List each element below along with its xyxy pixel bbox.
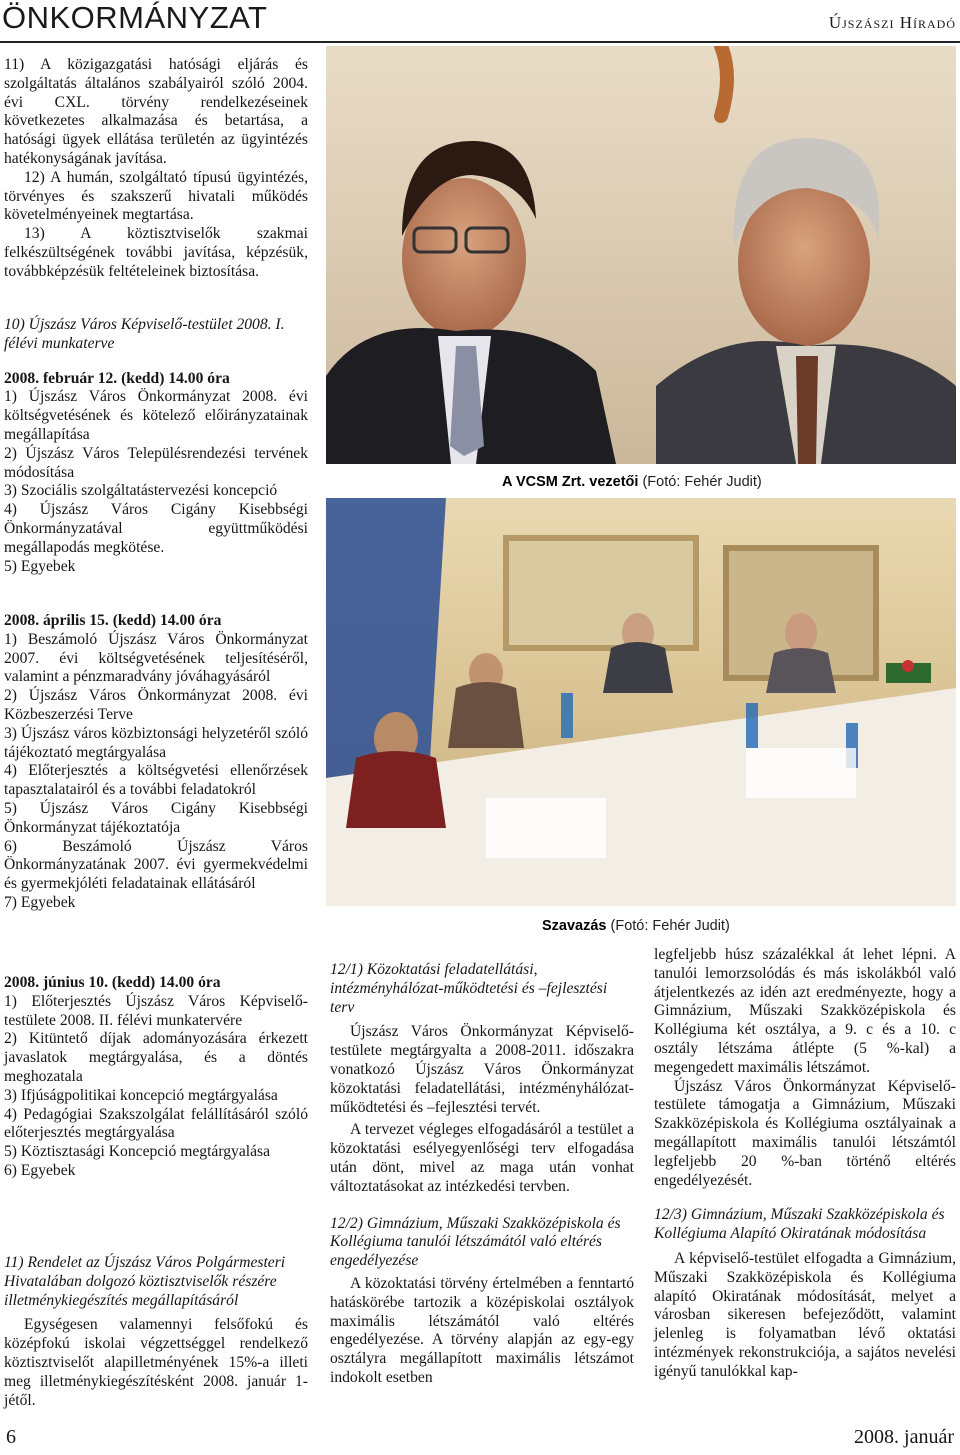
photo-1-caption: [502, 474, 762, 490]
work-plan-section: [4, 316, 308, 576]
meeting-3-item: 4) Pedagógiai Szakszolgálat felállításáról szóló előterjesztés megtárgyalása: [4, 1105, 308, 1142]
heading-12-2: 12/2) Gimnázium, Műszaki Szakközépiskola és Kollégiuma tanulói létszámától való eltérés engedélyezése: [330, 1214, 621, 1270]
photo-2-caption: [542, 918, 730, 934]
photo-2-caption-title: Szavazás: [542, 918, 607, 934]
newspaper-title: Újszászi Híradó: [828, 13, 956, 32]
meeting-2-item: 3) Újszász város közbiztonsági helyzetéről szóló tájékoztató megtárgyalása: [4, 724, 308, 761]
meeting-1-item: 4) Újszász Város Cigány Kisebbségi Önkormányzatával együttműködési megállapodás megkötése.: [4, 501, 308, 556]
col2-paragraph-3: A közoktatási törvény értelmében a fenntartó hatáskörébe tartozik a középiskolai osztályok maximális létszámától való eltérés engedélyezése. A törvény alapján az egy-egy osztályra megállapított maximális létszámot indokolt esetben: [330, 1274, 634, 1386]
heading-12-1: 12/1) Közoktatási feladatellátási, intézményhálózat-működtetési és –fejlesztési terv: [330, 961, 608, 1016]
meeting-2-item: 5) Újszász Város Cigány Kisebbségi Önkormányzat tájékoztatója: [4, 799, 308, 836]
meeting-1-item: 2) Újszász Város Településrendezési tervének módosítása: [4, 444, 308, 481]
column-3: [654, 946, 956, 1382]
photo-vcsm-leaders: [326, 46, 956, 464]
decree-section: [4, 1254, 308, 1410]
column-2: [330, 961, 634, 1388]
meeting-2-item: 6) Beszámoló Újszász Város Önkormányzatának 2007. évi gyermekvédelmi és gyermekjóléti feladatainak ellátásáról: [4, 837, 308, 893]
col3-paragraph-3: A képviselő-testület elfogadta a Gimnázium, Műszaki Szakközépiskola és Kollégiuma alapító Okiratának módosítását, melyet a városban sikeresen befejeződött, valamint jelenleg is folyamatban lévő oktatási intézmények rekonstrukciója, a sajátos nevelési igényű tanulókkal kap-: [654, 1249, 956, 1380]
paragraph-11: 11) A közigazgatási hatósági eljárás és szolgáltatás általános szabályairól szóló 2004. évi CXL. törvény rendelkezéseinek következetes alkalmazása és betartása, a hatósági ügyek ellátása területén az ügyintézés hatékonyságának javítása.: [4, 56, 308, 167]
meeting-2-item: 1) Beszámoló Újszász Város Önkormányzat 2007. évi költségvetésének teljesítéséről, valamint a pénzmaradvány jóváhagyásáról: [4, 630, 308, 686]
photo-2-caption-credit: (Fotó: Fehér Judit): [606, 918, 730, 934]
meeting-2: [4, 612, 308, 913]
decree-text: Egységesen valamennyi felsőfokú és középfokú iskolai végzettséggel rendelkező köztisztviselőt alapilletményének 15%-a illeti meg illetménykiegészítésként 2008. január 1-jétől.: [4, 1316, 308, 1409]
photo-voting: [326, 498, 956, 906]
meeting-3-item: 2) Kitüntető díjak adományozására érkezett javaslatok megtárgyalása, és a döntés meghozatala: [4, 1030, 308, 1085]
issue-date: 2008. január: [854, 1426, 954, 1448]
col2-paragraph-2: A tervezet végleges elfogadásáról a testület a közoktatási esélyegyenlőségi terv elfogadása után dönt, mivel az maga után vonhat változtatásokat az intézkedési tervben.: [330, 1121, 634, 1195]
meeting-1-item: 5) Egyebek: [4, 557, 76, 575]
col2-paragraph-1: Újszász Város Önkormányzat Képviselő-testülete megtárgyalta a 2008-2011. időszakra vonatkozó Újszász Város Önkormányzat közoktatási feladatellátási, intézményhálózat-működtetési és –fejlesztési tervét.: [330, 1023, 634, 1116]
photo-1-caption-credit: (Fotó: Fehér Judit): [638, 474, 762, 490]
column-1-top: [4, 56, 308, 282]
col3-paragraph-2: Újszász Város Önkormányzat Képviselő-testülete támogatja a Gimnázium, Műszaki Szakközépiskola és Kollégiuma osztályainak a megállapított maximális tanulói létszámtól legfeljebb 20 %-ban történő eltérés engedélyezését.: [654, 1077, 956, 1189]
meeting-2-item: 4) Előterjesztés a költségvetési ellenőrzések tapasztalatairól és a további feladatokról: [4, 762, 308, 799]
header-rule: [0, 41, 960, 43]
paragraph-12: 12) A humán, szolgáltató típusú ügyintézés, törvényes és szakszerű hivatali működés követelményeinek megtartása.: [4, 168, 308, 224]
meeting-2-date: 2008. április 15. (kedd) 14.00 óra: [4, 612, 222, 629]
meeting-3-item: 6) Egyebek: [4, 1161, 76, 1179]
meeting-1-item: 3) Szociális szolgáltatástervezési koncepció: [4, 482, 278, 500]
section-title: ÖNKORMÁNYZAT: [2, 0, 268, 35]
meeting-1-item: 1) Újszász Város Önkormányzat 2008. évi költségvetésének és kötelező előirányzatainak megállapítása: [4, 388, 308, 443]
meeting-2-item: 2) Újszász Város Önkormányzat 2008. évi Közbeszerzési Terve: [4, 687, 308, 723]
meeting-1-date: 2008. február 12. (kedd) 14.00 óra: [4, 369, 230, 387]
paragraph-13: 13) A köztisztviselők szakmai felkészültségének további javítása, képzésük, továbbképzésük feltételeinek biztosítása.: [4, 225, 308, 280]
col3-paragraph-1: legfeljebb húsz százalékkal át lehet lépni. A tanulói lemorzsolódás és más iskolákból való átjelentkezés az idén azt eredményezte, hogy a Gimnázium, Műszaki Szakközépiskola és Kollégiuma két osztálya, a 9. c és a 10. c osztály létszáma átlépte (5 %-kal) a megengedett maximális létszámot.: [654, 946, 956, 1076]
decree-heading: 11) Rendelet az Újszász Város Polgármesteri Hivatalában dolgozó köztisztviselők részére illetménykiegészítés megállapításáról: [4, 1254, 286, 1309]
meeting-3-item: 1) Előterjesztés Újszász Város Képviselő-testülete 2008. II. félévi munkatervére: [4, 992, 308, 1029]
heading-12-3: 12/3) Gimnázium, Műszaki Szakközépiskola és Kollégiuma Alapító Okiratának módosítása: [654, 1206, 945, 1243]
meeting-3-item: 5) Köztisztasági Koncepció megtárgyalása: [4, 1143, 271, 1161]
meeting-3-date: 2008. június 10. (kedd) 14.00 óra: [4, 974, 221, 991]
meeting-3-item: 3) Ifjúságpolitikai koncepció megtárgyalása: [4, 1086, 278, 1104]
meeting-2-item: 7) Egyebek: [4, 893, 76, 911]
work-plan-heading: 10) Újszász Város Képviselő-testület 2008. I. félévi munkaterve: [4, 316, 285, 352]
meeting-3: [4, 974, 308, 1181]
photo-1-caption-title: A VCSM Zrt. vezetői: [502, 474, 639, 490]
page-number: 6: [6, 1426, 16, 1448]
